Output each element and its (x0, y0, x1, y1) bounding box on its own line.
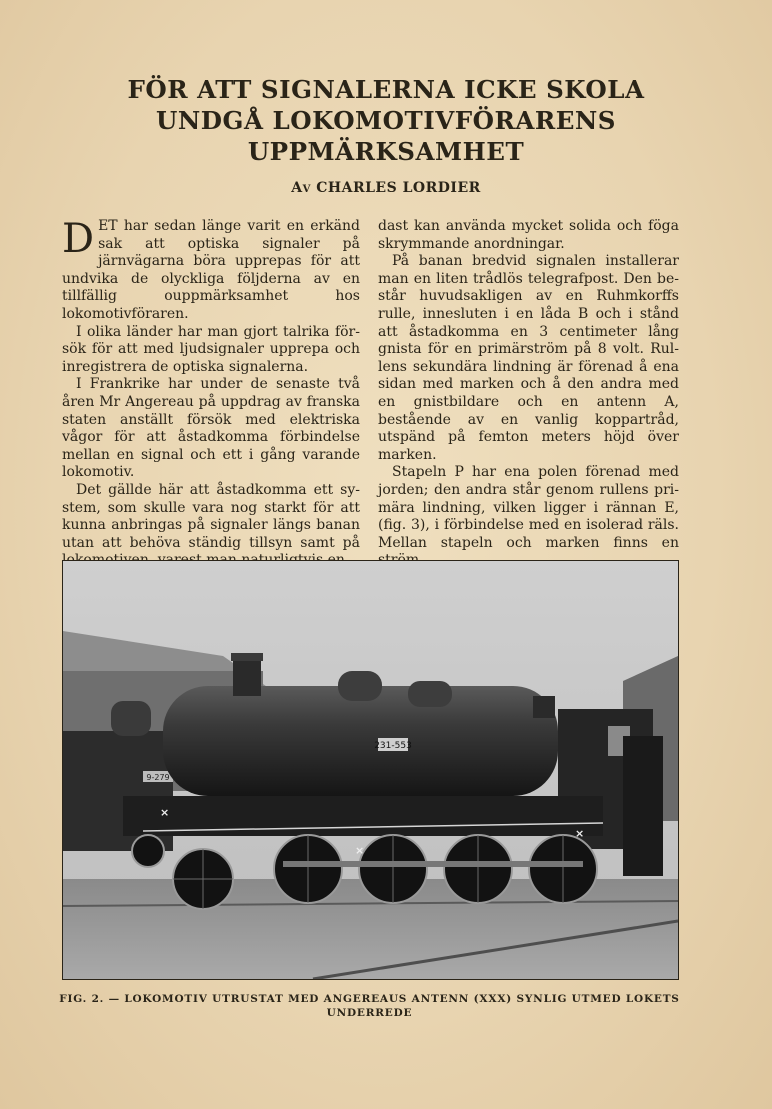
locomotive-plate: 231-553 (374, 741, 412, 751)
boiler (163, 686, 558, 796)
paragraph-4: Det gällde här att åstadkomma ett system, som skulle vara nog starkt för att kunna anbringas på signaler längs banan utan att behöva ständig tillsyn samt på (62, 481, 360, 551)
drop-cap: D (62, 216, 95, 262)
svg-text:×: × (355, 844, 365, 857)
svg-text:×: × (575, 827, 585, 840)
article-title (60, 74, 712, 167)
title-line-2: UNDGÅ LOKOMOTIVFÖRARENS (156, 106, 616, 135)
locomotive-photo (62, 560, 679, 980)
paragraph-1 (62, 218, 360, 324)
svg-text:×: × (160, 806, 170, 819)
second-loco-plate: 9-279 (146, 773, 170, 782)
steam-dome (338, 671, 382, 701)
text-column-right (378, 218, 679, 570)
figure-caption: FIG. 2. — LOKOMOTIV UTRUSTAT MED ANGEREAUS ANTENN (XXX) SYNLIG UTMED LOKETS UNDERREDE (59, 993, 680, 1019)
sand-dome (408, 681, 452, 707)
chimney (233, 656, 261, 696)
locomotive-illustration (63, 561, 678, 979)
paragraph-6: På banan bredvid signalen installerar man en liten trådlös telegrafpost. Den består huvudsakligen av en Ruhmkorffs rulle, innesluten i en låda B och i stånd att åstadkomma en 3 centimeter lång gnista för en primärström på 8 volt. Rullens sekundära lindning är förenad å ena sidan med marken och å den andra med en gnistbildare och en antenn A, bestående av en vanlig koppartråd, utspänd på femton meters höjd över marken. (378, 253, 679, 463)
article-byline (60, 180, 712, 196)
title-line-1: FÖR ATT SIGNALERNA ICKE SKOLA (127, 75, 645, 104)
paragraph-3: I Frankrike har under de senaste två åren Mr Angereau på uppdrag av franska staten anställt försök med elektriska vågor för att åstadkomma förbindelse mellan en signal och ett i gång varande lokomotiv. (62, 376, 360, 481)
paragraph-5: dast kan använda mycket solida och föga skrymmande anordningar. (378, 218, 679, 252)
paragraph-7: Stapeln P har ena polen förenad med jorden; den andra står genom rullens primära lindning, vilken ligger i rännan E, (fig. 3), i förbindelse med en isolerad räls. Mellan stapeln och marken finns en (378, 464, 679, 551)
paragraph-1-text: har sedan länge varit en erkänd sak att optiska signaler på järnvägarna böra upprepas för att undvika de olyckliga följderna av en tillfällig ouppmärksamhet hos lokomotivföraren. (62, 218, 360, 322)
connecting-rod (283, 861, 583, 867)
paragraph-2: I olika länder har man gjort talrika försök för att med ljudsignaler upprepa och inregistrera de optiska signalerna. (62, 323, 360, 375)
lead-in: ET (98, 218, 118, 234)
text-column-left (62, 218, 360, 570)
byline-prefix: Av (291, 180, 311, 196)
title-line-3: UPPMÄRKSAMHET (247, 137, 525, 166)
author-name: CHARLES LORDIER (316, 180, 481, 196)
tender (623, 736, 663, 876)
